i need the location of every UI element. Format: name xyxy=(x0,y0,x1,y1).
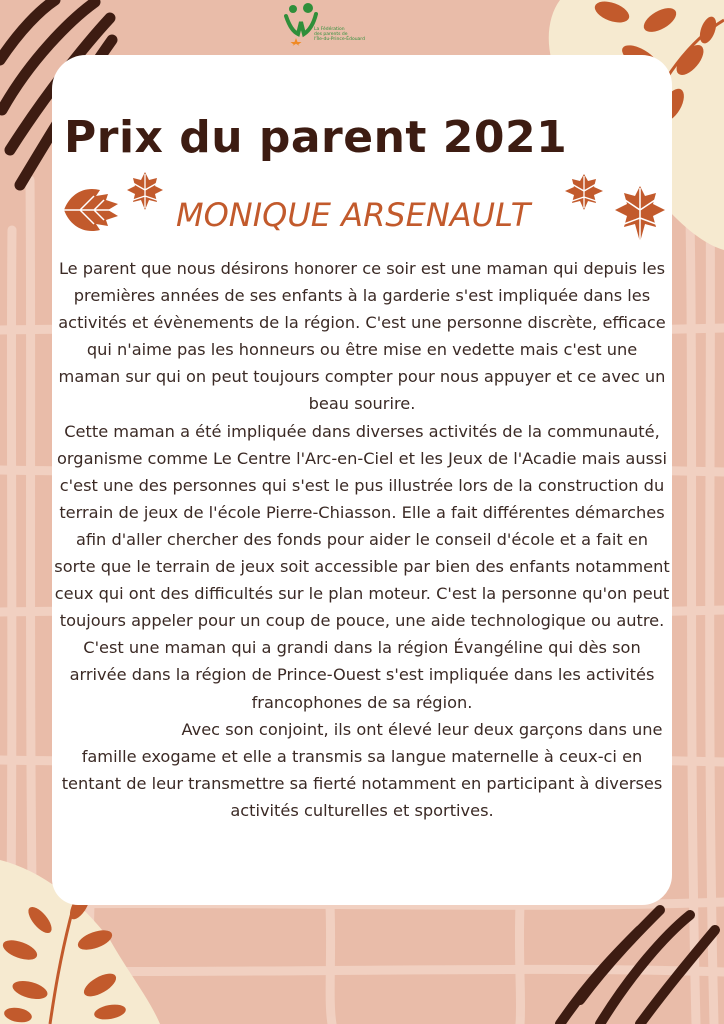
paragraph: Cette maman a été impliquée dans diverses activités de la communauté, organisme comme Le Centre l'Arc-en-Ciel et les Jeux de l'Acadie mais aussi c'est une des personnes qui s'est le pus illustrée lors de la construction du terrain de jeux de l'école Pierre-Chiasson. Elle a fait différentes démarches afin d'aller chercher des fonds pour aider le conseil d'école et a fait en sorte que le terrain de jeux soit accessible par bien des enfants notamment ceux qui ont des difficultés sur le plan moteur. C'est la personne qu'on peut toujours appeler pour un coup de pouce, une aide technologique ou autre. xyxy=(54,421,670,631)
logo-text xyxy=(314,27,365,42)
page-title: Prix du parent 2021 xyxy=(64,112,568,163)
body-text xyxy=(54,255,670,824)
autumn-leaf-icon xyxy=(60,182,122,238)
paragraph-text: Avec son conjoint, ils ont élevé leur deux garçons dans une famille exogame et elle a transmis sa langue maternelle à ceux-ci en tentant de leur transmettre sa fierté notamment en participant à diverses activités culturelles et sportives. xyxy=(61,719,663,820)
paragraph xyxy=(54,716,670,824)
honoree-name: MONIQUE ARSENAULT xyxy=(176,196,531,234)
logo-figure-icon xyxy=(284,2,318,46)
logo-line: des parents de xyxy=(314,32,348,37)
logo-line: l'Île-du-Prince-Édouard xyxy=(314,37,365,42)
federation-logo xyxy=(284,2,366,50)
autumn-leaf-icon xyxy=(562,172,606,212)
paragraph: Le parent que nous désirons honorer ce soir est une maman qui depuis les premières années de ses enfants à la garderie s'est impliquée dans les activités et évènements de la région. C'est une personne discrète, efficace qui n'aime pas les honneurs ou être mise en vedette mais c'est une maman sur qui on peut toujours compter pour nous appuyer et ce avec un beau sourire. xyxy=(58,259,666,414)
logo-line: La Fédération xyxy=(314,27,345,32)
autumn-leaf-icon xyxy=(124,170,166,212)
autumn-leaf-icon xyxy=(612,184,668,246)
paragraph: C'est une maman qui a grandi dans la région Évangéline qui dès son arrivée dans la région de Prince-Ouest s'est impliquée dans les activités francophones de sa région. xyxy=(69,638,655,712)
